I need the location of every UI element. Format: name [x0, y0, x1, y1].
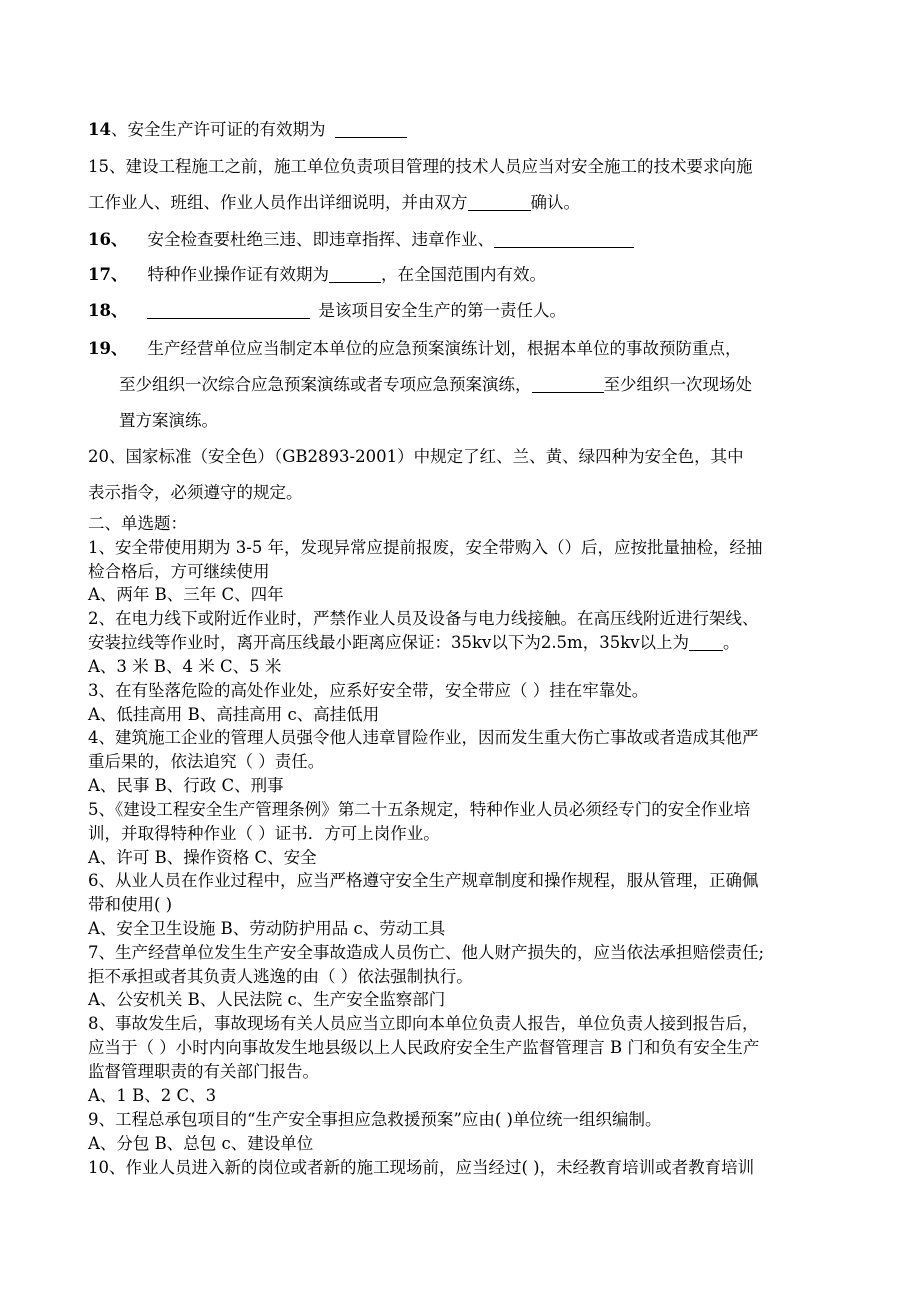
question-number: 17、 [88, 265, 128, 284]
mc-question-3-line-1: 3、在有坠落危险的高处作业处，应系好安全带，安全带应（ ）挂在牢靠处。 [88, 681, 649, 700]
question-text: 确认。 [530, 193, 580, 212]
question-text: 至少组织一次综合应急预案演练或者专项应急预案演练， [119, 375, 532, 394]
mc-question-5-line-1: 5、《建设工程安全生产管理条例》第二十五条规定，特种作业人员必须经专门的安全作业培 [88, 800, 751, 819]
question-15-line-1: 15、建设工程施工之前，施工单位负责项目管理的技术人员应当对安全施工的技术要求向施 [88, 157, 753, 176]
mc-question-8-line-2: 应当于（ ）小时内向事故发生地县级以上人民政府安全生产监督管理言 B 门和负有安全生产 [88, 1038, 760, 1057]
question-text: 至少组织一次现场处 [603, 375, 752, 394]
answer-blank[interactable] [335, 121, 407, 138]
mc-question-4-line-1: 4、建筑施工企业的管理人员强令他人违章冒险作业，因而发生重大伤亡事故或者造成其他严 [88, 728, 759, 747]
question-20-line-2: 表示指令，必须遵守的规定。 [88, 483, 303, 502]
mc-question-3-options: A、低挂高用 B、高挂高用 c、高挂低用 [88, 705, 380, 724]
question-17 [88, 264, 546, 286]
question-text: 。 [723, 633, 740, 652]
question-14 [88, 119, 407, 141]
question-number: 19、 [88, 339, 128, 358]
mc-question-2-line-2 [88, 632, 740, 654]
question-20-line-1: 20、国家标准（安全色）（GB2893-2001）中规定了红、兰、黄、绿四种为安全色，其中 [88, 447, 744, 466]
mc-question-7-line-2: 拒不承担或者其负责人逃逸的由（ ）依法强制执行。 [88, 967, 473, 986]
question-text: 工作业人、班组、作业人员作出详细说明，并由双方 [88, 193, 468, 212]
section-heading: 二、单选题： [88, 514, 187, 533]
mc-question-9-line-1: 9、工程总承包项目的“生产安全事担应急救援预案”应由( )单位统一组织编制。 [88, 1110, 662, 1129]
mc-question-2-line-1: 2、在电力线下或附近作业时，严禁作业人员及设备与电力线接触。在高压线附近进行架线、 [88, 609, 759, 628]
mc-question-5-line-2: 训，并取得特种作业（ ）证书．方可上岗作业。 [88, 824, 440, 843]
question-16 [88, 229, 634, 251]
mc-question-2-options: A、3 米 B、4 米 C、5 米 [88, 657, 282, 676]
question-19-line-1 [88, 338, 741, 360]
question-19-line-3: 置方案演练。 [119, 411, 218, 430]
question-text: 是该项目安全生产的第一责任人。 [318, 301, 566, 320]
mc-question-7-options: A、公安机关 B、人民法院 c、生产安全监察部门 [88, 990, 446, 1009]
mc-question-6-options: A、安全卫生设施 B、劳动防护用品 c、劳动工具 [88, 919, 446, 938]
mc-question-1-line-2: 检合格后，方可继续使用 [88, 562, 270, 581]
question-19-line-2 [119, 374, 752, 396]
answer-blank[interactable] [468, 194, 531, 211]
answer-blank[interactable] [494, 231, 634, 248]
question-text: 生产经营单位应当制定本单位的应急预案演练计划，根据本单位的事故预防重点， [147, 339, 742, 358]
mc-question-9-options: A、分包 B、总包 c、建设单位 [88, 1134, 314, 1153]
mc-question-6-line-1: 6、从业人员在作业过程中，应当严格遵守安全生产规章制度和操作规程，服从管理，正确佩 [88, 871, 759, 890]
mc-question-1-line-1: 1、安全带使用期为 3-5 年，发现异常应提前报废，安全带购入（）后，应按批量抽检，经抽 [88, 538, 763, 557]
mc-question-8-options: A、1 B、2 C、3 [88, 1086, 217, 1105]
question-18 [88, 300, 566, 322]
answer-blank[interactable] [329, 266, 381, 283]
answer-blank[interactable] [689, 634, 723, 651]
mc-question-5-options: A、许可 B、操作资格 C、安全 [88, 848, 317, 867]
mc-question-4-line-2: 重后果的，依法追究（ ）责任。 [88, 752, 325, 771]
question-text: 安装拉线等作业时，离开高压线最小距离应保证：35kv以下为2.5m，35kv以上为 [88, 633, 690, 652]
mc-question-6-line-2: 带和使用( ) [88, 895, 173, 914]
mc-question-1-options: A、两年 B、三年 C、四年 [88, 585, 284, 604]
mc-question-4-options: A、民事 B、行政 C、刑事 [88, 776, 284, 795]
answer-blank[interactable] [147, 302, 310, 319]
question-text: 安全检查要杜绝三违、即违章指挥、违章作业、 [147, 230, 494, 249]
question-number: 16、 [88, 230, 128, 249]
mc-question-8-line-3: 监督管理职责的有关部门报告。 [88, 1062, 319, 1081]
question-15-line-2 [88, 192, 580, 214]
question-text: 特种作业操作证有效期为 [147, 265, 329, 284]
question-text: ，在全国范围内有效。 [380, 265, 546, 284]
question-number: 18、 [88, 301, 128, 320]
question-number: 14 [88, 120, 111, 139]
mc-question-10-line-1: 10、作业人员进入新的岗位或者新的施工现场前，应当经过( )，未经教育培训或者教育培训 [88, 1158, 755, 1177]
answer-blank[interactable] [532, 376, 604, 393]
mc-question-7-line-1: 7、生产经营单位发生生产安全事故造成人员伤亡、他人财产损失的，应当依法承担赔偿责任; [88, 943, 765, 962]
question-text: 、安全生产许可证的有效期为 [110, 120, 326, 139]
mc-question-8-line-1: 8、事故发生后，事故现场有关人员应当立即向本单位负责人报告，单位负责人接到报告后， [88, 1014, 759, 1033]
